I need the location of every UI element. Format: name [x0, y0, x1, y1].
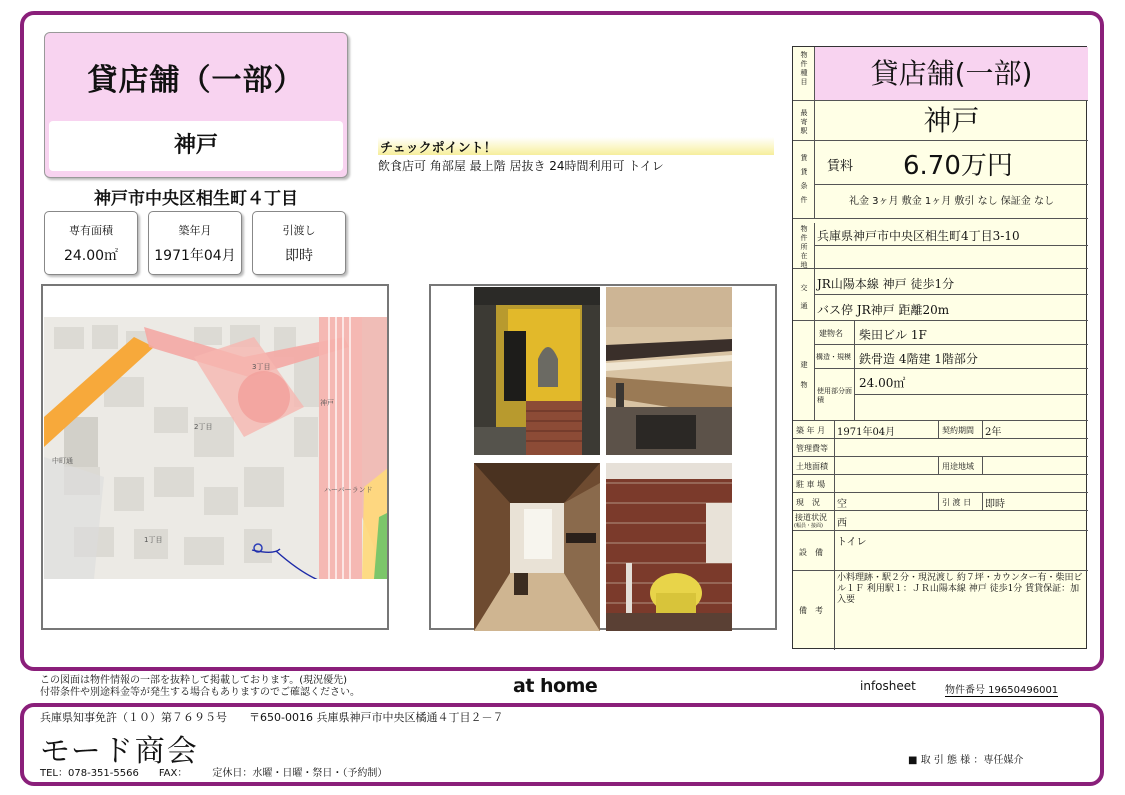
- map-label-2chome: 2丁目: [194, 423, 213, 431]
- trade-type: ■ 取 引 態 様 ：専任媒介: [908, 755, 1024, 766]
- built-label-cell: [793, 421, 835, 439]
- rent-value-cell: [815, 141, 1088, 185]
- area-stat: [44, 211, 138, 275]
- structure-label: 構造・規模: [816, 353, 851, 361]
- infosheet-label: infosheet: [860, 679, 916, 693]
- equip-value-cell: [835, 531, 1088, 571]
- conditions-cell: [815, 185, 1088, 219]
- photo-frame: [429, 284, 777, 630]
- table-built-value: 1971年04月: [837, 427, 896, 438]
- handover-stat: [252, 211, 346, 275]
- table-built-label: 築 年 月: [796, 426, 826, 435]
- usage-label-cell: [815, 369, 855, 421]
- type-vertical-label: [793, 51, 815, 87]
- map-label-3chome: 3丁目: [252, 363, 271, 371]
- map-label-harborland: ハーバーランド: [324, 486, 373, 494]
- contract-label: 契約期間: [942, 426, 974, 435]
- map-frame: [41, 284, 389, 630]
- notes-label: 備 考: [799, 606, 823, 615]
- map-image: [44, 317, 389, 579]
- contract-value-cell: [983, 421, 1088, 439]
- contract-value: 2年: [985, 427, 1002, 438]
- built-value-cell: [835, 421, 939, 439]
- contact-line: TEL：078-351-5566 FAX： 定休日：水曜・日曜・祭日・（予約制）: [40, 768, 388, 779]
- bldg-name-cell: [855, 321, 1088, 345]
- structure-value: 鉄骨造 4階建 1階部分: [859, 352, 978, 366]
- bldg-name-label-cell: [815, 321, 855, 345]
- property-number: 物件番号 19650496001: [945, 681, 1058, 697]
- notes-value-cell: [835, 571, 1088, 650]
- area-value: 24.00㎡: [63, 248, 119, 264]
- type-label-text: 物件種目: [800, 51, 808, 86]
- road-label: 接道状況: [795, 513, 827, 522]
- type-value-cell: [815, 47, 1088, 101]
- notes-label-cell: [793, 571, 835, 650]
- map-label-kobe: 神戸: [320, 399, 334, 407]
- usage-cell: [855, 369, 1088, 395]
- land-label: 土地面積: [796, 462, 828, 471]
- location-label-cell: [793, 223, 815, 269]
- station-value-cell: [815, 101, 1088, 141]
- road-sub-label: (幅員・接面): [794, 523, 823, 529]
- table-handover-value: 即時: [985, 499, 1005, 510]
- handover-value: 即時: [285, 248, 313, 264]
- zoning-label: 用途地域: [942, 462, 974, 471]
- rent-label: 賃料: [827, 159, 854, 174]
- transport-2-cell: [815, 295, 1088, 321]
- land-label-cell: [793, 457, 835, 475]
- photo-entrance: [474, 287, 600, 455]
- counter-graphic: [606, 287, 732, 455]
- station-value: 神戸: [923, 104, 980, 137]
- type-value: 貸店舗(一部): [870, 57, 1033, 90]
- usage-blank-cell: [855, 395, 1088, 421]
- photo-toilet: [606, 463, 732, 631]
- transport-label-cell: [793, 269, 815, 321]
- location-value-cell: [815, 223, 1088, 246]
- transport-line-1: JR山陽本線 神戸 徒歩1分: [817, 277, 955, 291]
- structure-cell: [855, 345, 1088, 369]
- rent-label-cell: [793, 141, 815, 219]
- contract-label-cell: [939, 421, 983, 439]
- rent-conditions: 礼金 3ヶ月 敷金 1ヶ月 敷引 なし 保証金 なし: [849, 196, 1054, 207]
- road-label-cell: [793, 511, 835, 531]
- bldg-name-label: 建物名: [819, 329, 843, 338]
- map-label-nakamachi: 中町通: [52, 457, 73, 465]
- disclaimer: [40, 675, 360, 699]
- disclaimer-line-1: この図面は物件情報の一部を抜粋して掲載しております。(現況優先): [40, 675, 348, 686]
- station-label-cell: [793, 101, 815, 141]
- parking-value-cell: [835, 475, 1088, 493]
- parking-label-cell: [793, 475, 835, 493]
- zoning-value-cell: [983, 457, 1088, 475]
- property-type-title: 貸店舗（一部）: [87, 63, 305, 98]
- station-box: 神戸: [49, 121, 343, 171]
- usage-label: 使用部分面積: [817, 387, 852, 404]
- building-label-cell: [793, 321, 815, 421]
- transport-1-cell: [815, 269, 1088, 295]
- rent-label-text: 賃貸条件: [800, 154, 808, 204]
- bldg-name-value: 柴田ビル 1F: [859, 328, 927, 342]
- area-label: 専有面積: [69, 224, 113, 237]
- title-card: [44, 32, 348, 178]
- transport-label-text: 交通: [800, 284, 808, 310]
- built-value: 1971年04月: [154, 248, 236, 264]
- mgmt-value-cell: [835, 439, 1088, 457]
- mgmt-label-cell: [793, 439, 835, 457]
- built-stat: [148, 211, 242, 275]
- handover-label: 引渡し: [282, 224, 316, 237]
- rent-value: 6.70万円: [903, 151, 1013, 181]
- station-label-text: 最寄駅: [800, 109, 808, 135]
- zoning-label-cell: [939, 457, 983, 475]
- status-label: 現 況: [796, 498, 820, 507]
- table-handover-label: 引 渡 日: [942, 498, 972, 507]
- table-handover-label-cell: [939, 493, 983, 511]
- license-line: 兵庫県知事免許（１０）第７６９５号 〒650-0016 兵庫県神戸市中央区橘通４丁目２－７: [40, 711, 504, 724]
- land-value-cell: [835, 457, 939, 475]
- transport-line-2: バス停 JR神戸 距離20m: [817, 303, 950, 317]
- map-label-1chome: 1丁目: [144, 536, 163, 544]
- photo-corridor: [474, 463, 600, 631]
- location-value: 兵庫県神戸市中央区相生町4丁目3-10: [817, 229, 1020, 243]
- entrance-graphic: [474, 287, 600, 455]
- status-value: 空: [837, 499, 847, 510]
- photo-counter: [606, 287, 732, 455]
- type-label-cell: [793, 47, 815, 101]
- company-name: モード商会: [40, 734, 199, 769]
- checkpoint-items: 飲食店可 角部屋 最上階 居抜き 24時間利用可 トイレ: [378, 159, 664, 173]
- corridor-graphic: [474, 463, 600, 631]
- checkpoint-title: チェックポイント！: [378, 137, 774, 155]
- location-blank-cell: [815, 246, 1088, 269]
- status-value-cell: [835, 493, 939, 511]
- map-graphic: [44, 317, 389, 579]
- athome-logo: at home: [513, 675, 598, 697]
- short-address: 神戸市中央区相生町４丁目: [94, 189, 298, 209]
- usage-value: 24.00㎡: [859, 376, 906, 390]
- building-label-text: 建物: [800, 361, 808, 389]
- equip-value: トイレ: [837, 537, 867, 548]
- disclaimer-line-2: 付帯条件や別途料金等が発生する場合もありますのでご確認ください。: [40, 687, 360, 698]
- road-value-cell: [835, 511, 1088, 531]
- equip-label: 設 備: [799, 548, 823, 557]
- toilet-graphic: [606, 463, 732, 631]
- property-info-table: [792, 46, 1087, 649]
- parking-label: 駐 車 場: [796, 480, 826, 489]
- location-label-text: 物件所在地: [800, 225, 808, 269]
- equip-label-cell: [793, 531, 835, 571]
- structure-label-cell: [815, 345, 855, 369]
- notes-value: 小料理跡・駅２分・現況渡し 約７坪・カウンター有・柴田ビル１Ｆ 利用駅１：ＪＲ山陽本線 神戸 徒歩1分 賃貸保証：加入要: [837, 573, 1083, 605]
- table-handover-value-cell: [983, 493, 1088, 511]
- mgmt-label: 管理費等: [796, 444, 828, 453]
- road-value: 西: [837, 518, 847, 529]
- built-label: 築年月: [178, 224, 212, 237]
- status-label-cell: [793, 493, 835, 511]
